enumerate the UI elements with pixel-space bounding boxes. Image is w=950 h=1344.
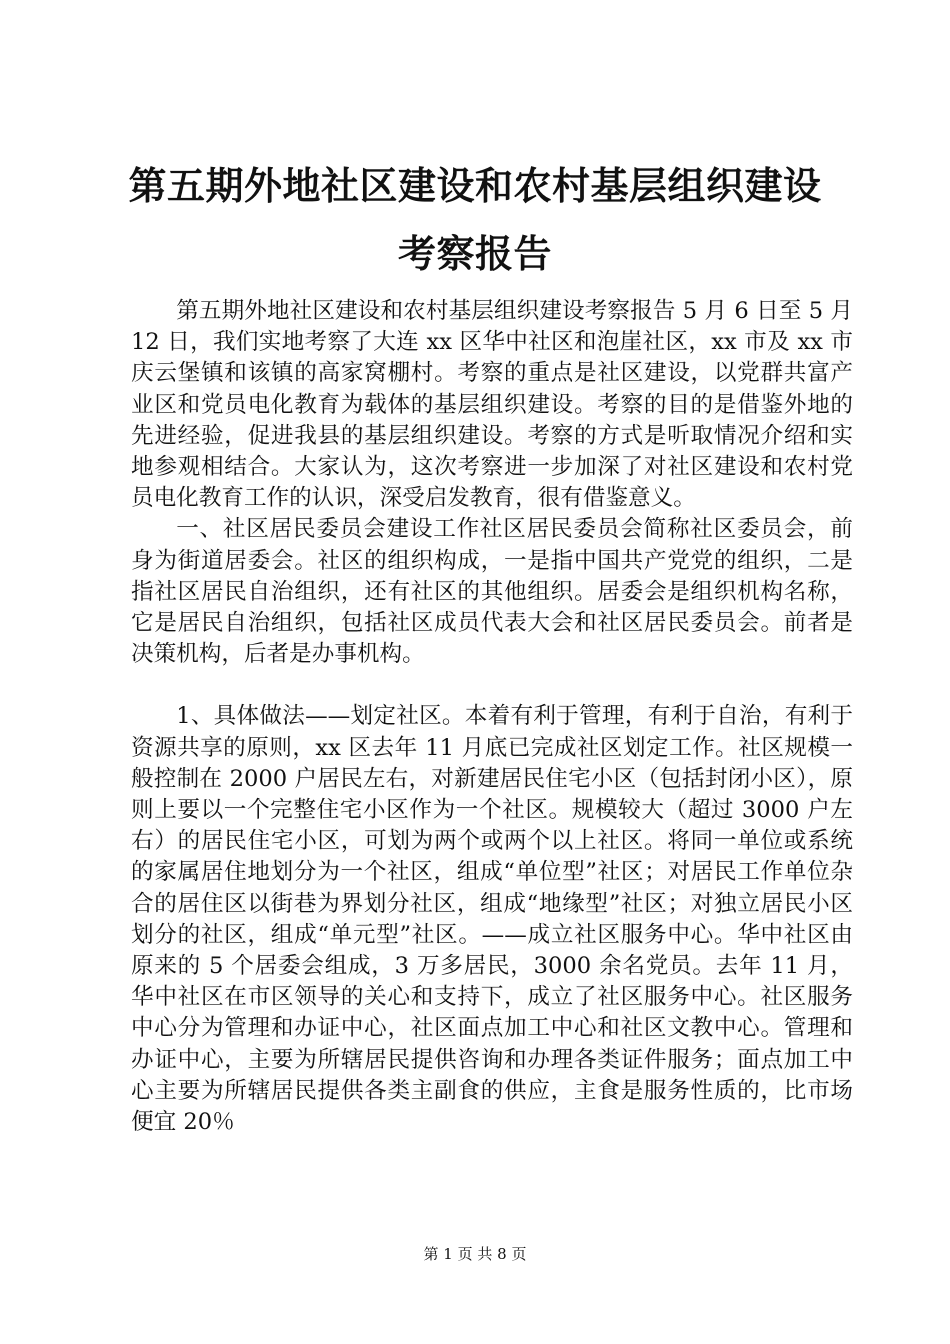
paragraph-practice: 1、具体做法——划定社区。本着有利于管理，有利于自治，有利于资源共享的原则，xx 区去年 11 月底已完成社区划定工作。社区规模一般控制在 2000 户居民左右，对新建居民住宅小区（包括封闭小区），原则上要以一个完整住宅小区作为一个社区。规模较大（超过 3000 户左右）的居民住宅小区，可划为两个或两个以上社区。将同一单位或系统的家属居住地划分为一个社区，组成“单位型”社区；对居民工作单位杂合的居住区以街巷为界划分社区，组成“地缘型”社区；对独立居民小区划分的社区，组成“单元型”社区。——成立社区服务中心。华中社区由原来的 5 个居委会组成，3 万多居民，3000 余名党员。去年 11 月，华中社区在市区领导的关心和支持下，成立了社区服务中心。社区服务中心分为管理和办证中心，社区面点加工中心和社区文教中心。管理和办证中心，主要为所辖居民提供咨询和办理各类证件服务；面点加工中心主要为所辖居民提供各类主副食的供应，主食是服务性质的，比市场便宜 20％ [131,703,853,1136]
document-title: 第五期外地社区建设和农村基层组织建设考察报告 [128,164,822,276]
document-body [131,296,853,1138]
paragraph-intro: 第五期外地社区建设和农村基层组织建设考察报告 5 月 6 日至 5 月 12 日，我们实地考察了大连 xx 区华中社区和泡崖社区，xx 市及 xx 市庆云堡镇和该镇的高家窝棚村。考察的重点是社区建设，以党群共富产业区和党员电化教育为载体的基层组织建设。考察的目的是借鉴外地的先进经验，促进我县的基层组织建设。考察的方式是听取情况介绍和实地参观相结合。大家认为，这次考察进一步加深了对社区建设和农村党员电化教育工作的认识，深受启发教育，很有借鉴意义。 [131,298,853,512]
page-footer: 第 1 页 共 8 页 [423,1245,527,1263]
paragraph-section-one: 一、社区居民委员会建设工作社区居民委员会简称社区委员会，前身为街道居委会。社区的组织构成，一是指中国共产党党的组织，二是指社区居民自治组织，还有社区的其他组织。居委会是组织机构名称，它是居民自治组织，包括社区成员代表大会和社区居民委员会。前者是决策机构，后者是办事机构。 [131,516,853,668]
